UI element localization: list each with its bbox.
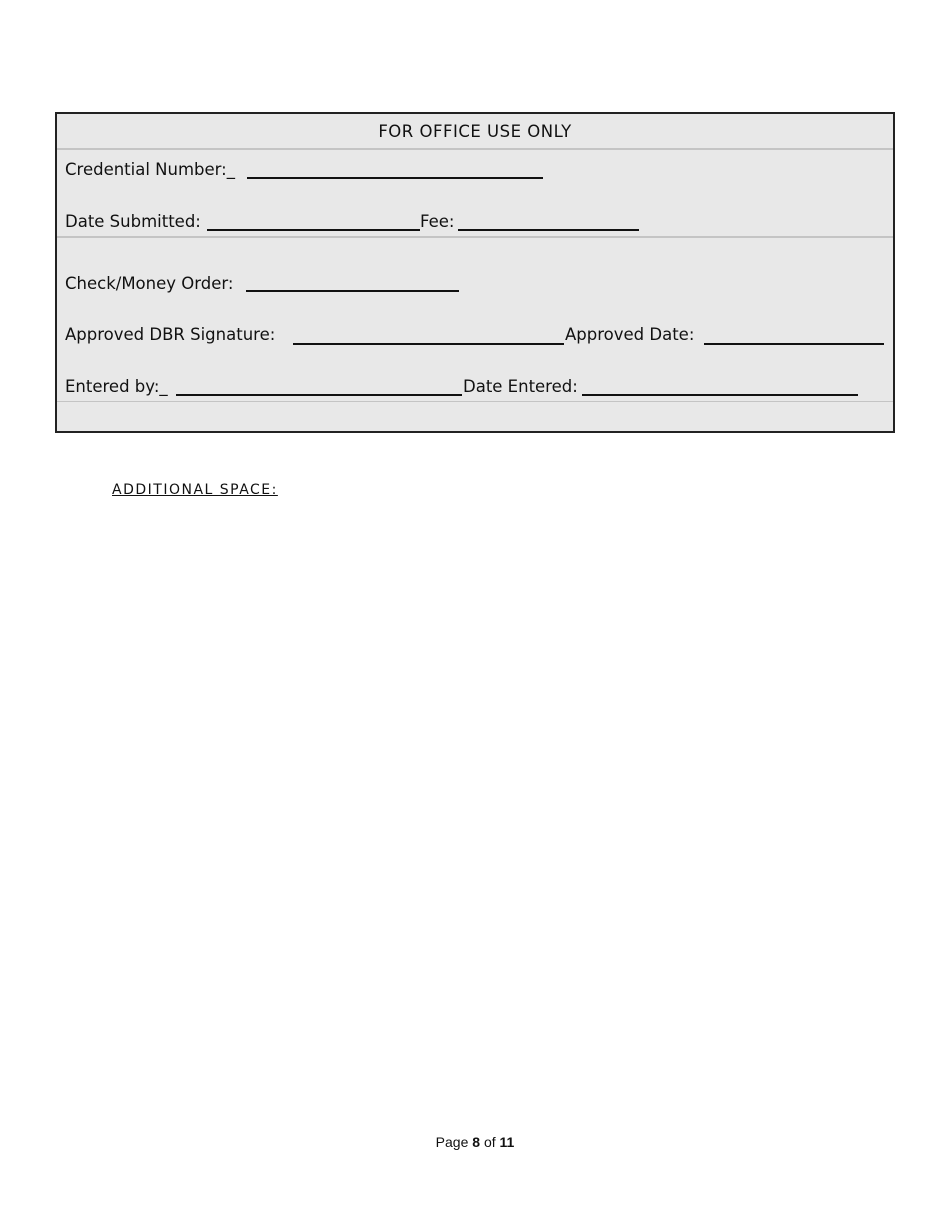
approved-signature-label: Approved DBR Signature:: [65, 325, 276, 344]
entered-by-field[interactable]: [176, 394, 462, 396]
office-use-title: FOR OFFICE USE ONLY: [378, 122, 572, 141]
fee-field[interactable]: [458, 229, 639, 231]
current-page: 8: [472, 1134, 481, 1150]
page-footer: [0, 1134, 950, 1150]
approved-date-label: Approved Date:: [565, 325, 695, 344]
credential-number-label: Credential Number:_: [65, 160, 235, 179]
date-entered-field[interactable]: [582, 394, 858, 396]
check-money-order-field[interactable]: [246, 290, 459, 292]
fee-label: Fee:: [420, 212, 455, 231]
check-money-order-label: Check/Money Order:: [65, 274, 234, 293]
divider: [57, 148, 893, 150]
date-submitted-label: Date Submitted:: [65, 212, 201, 231]
divider: [57, 236, 893, 238]
page-prefix: Page: [435, 1134, 469, 1150]
approved-signature-field[interactable]: [293, 343, 564, 345]
date-entered-label: Date Entered:: [463, 377, 578, 396]
entered-by-label: Entered by:_: [65, 377, 168, 396]
total-pages: 11: [499, 1134, 515, 1150]
date-submitted-field[interactable]: [207, 229, 420, 231]
credential-number-field[interactable]: [247, 177, 543, 179]
divider: [57, 401, 893, 402]
additional-space-label: ADDITIONAL SPACE:: [112, 482, 278, 498]
approved-date-field[interactable]: [704, 343, 884, 345]
page-of: of: [483, 1134, 496, 1150]
